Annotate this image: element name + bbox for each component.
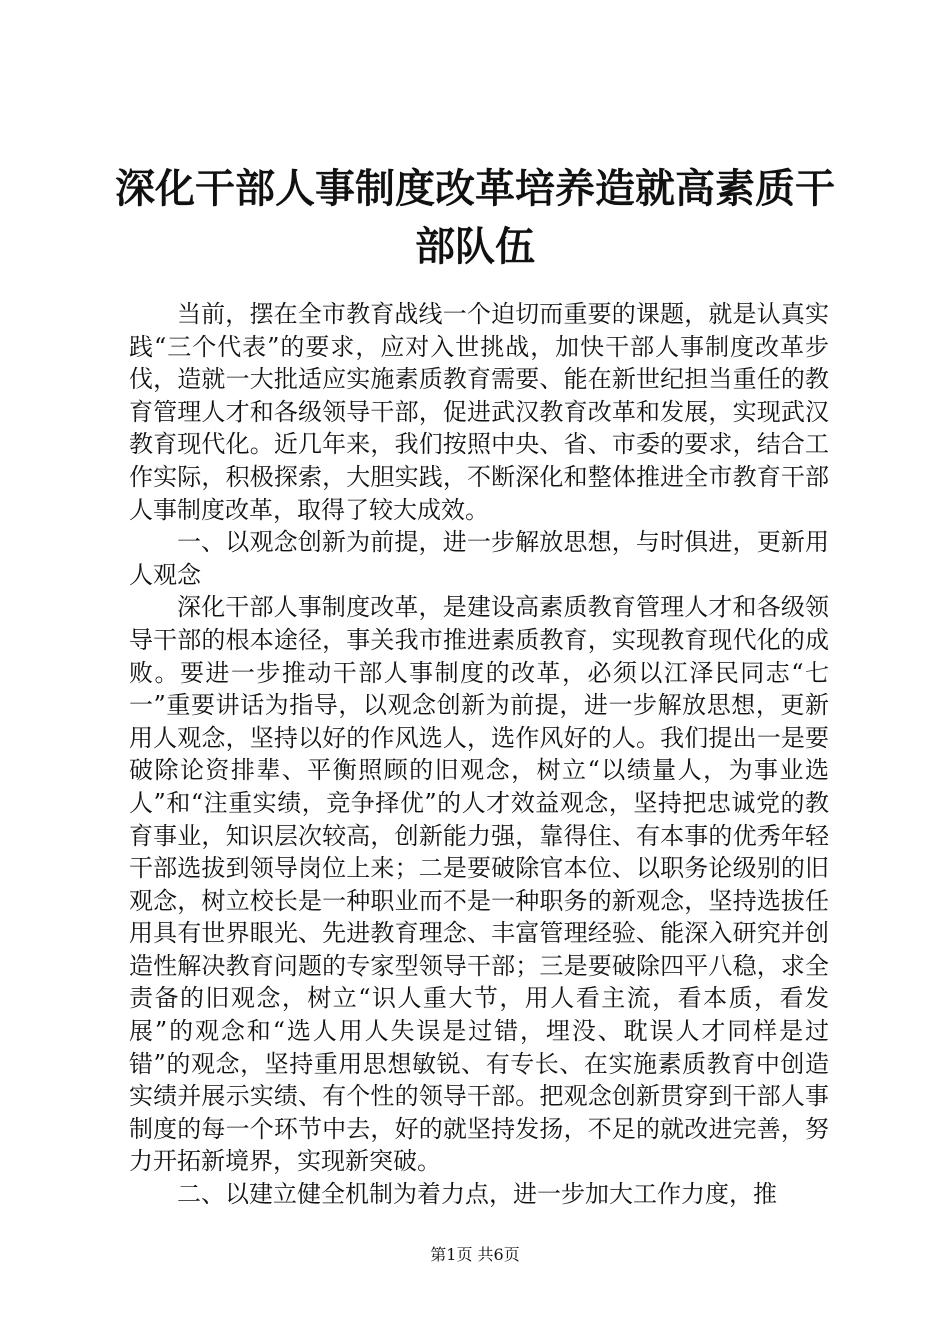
section-heading-1: 一、以观念创新为前提，进一步解放思想，与时俱进，更新用人观念 <box>129 528 829 589</box>
page-footer: 第1页 共6页 <box>430 1245 520 1264</box>
section-heading-2: 二、以建立健全机制为着力点，进一步加大工作力度，推 <box>177 1180 777 1209</box>
paragraph-section-1: 深化干部人事制度改革，是建设高素质教育管理人才和各级领导干部的根本途径，事关我市推进素质教育，实现教育现代化的成败。要进一步推动干部人事制度的改革，必须以江泽民同志“七一”重要讲话为指导，以观念创新为前提，进一步解放思想，更新用人观念，坚持以好的作风选人，选作风好的人。我们提出一是要破除论资排辈、平衡照顾的旧观念，树立“以绩量人，为事业选人”和“注重实绩，竞争择优”的人才效益观念，坚持把忠诚党的教育事业，知识层次较高，创新能力强，靠得住、有本事的优秀年轻干部选拔到领导岗位上来；二是要破除官本位、以职务论级别的旧观念，树立校长是一种职业而不是一种职务的新观念，坚持选拔任用具有世界眼光、先进教育理念、丰富管理经验、能深入研究并创造性解决教育问题的专家型领导干部；三是要破除四平八稳，求全责备的旧观念，树立“识人重大节，用人看主流，看本质，看发展”的观念和“选人用人失误是过错，埋没、耽误人才同样是过错”的观念，坚持重用思想敏锐、有专长、在实施素质教育中创造实绩并展示实绩、有个性的领导干部。把观念创新贯穿到干部人事制度的每一个环节中去，好的就坚持发扬，不足的就改进完善，努力开拓新境界，实现新突破。 <box>129 593 829 1176</box>
document-title: 深化干部人事制度改革培养造就高素质干部队伍 <box>115 165 835 270</box>
document-body <box>129 298 829 1211</box>
paragraph-intro: 当前，摆在全市教育战线一个迫切而重要的课题，就是认真实践“三个代表”的要求，应对入世挑战，加快干部人事制度改革步伐，造就一大批适应实施素质教育需要、能在新世纪担当重任的教育管理人才和各级领导干部，促进武汉教育改革和发展，实现武汉教育现代化。近几年来，我们按照中央、省、市委的要求，结合工作实际，积极探索，大胆实践，不断深化和整体推进全市教育干部人事制度改革，取得了较大成效。 <box>129 300 829 524</box>
